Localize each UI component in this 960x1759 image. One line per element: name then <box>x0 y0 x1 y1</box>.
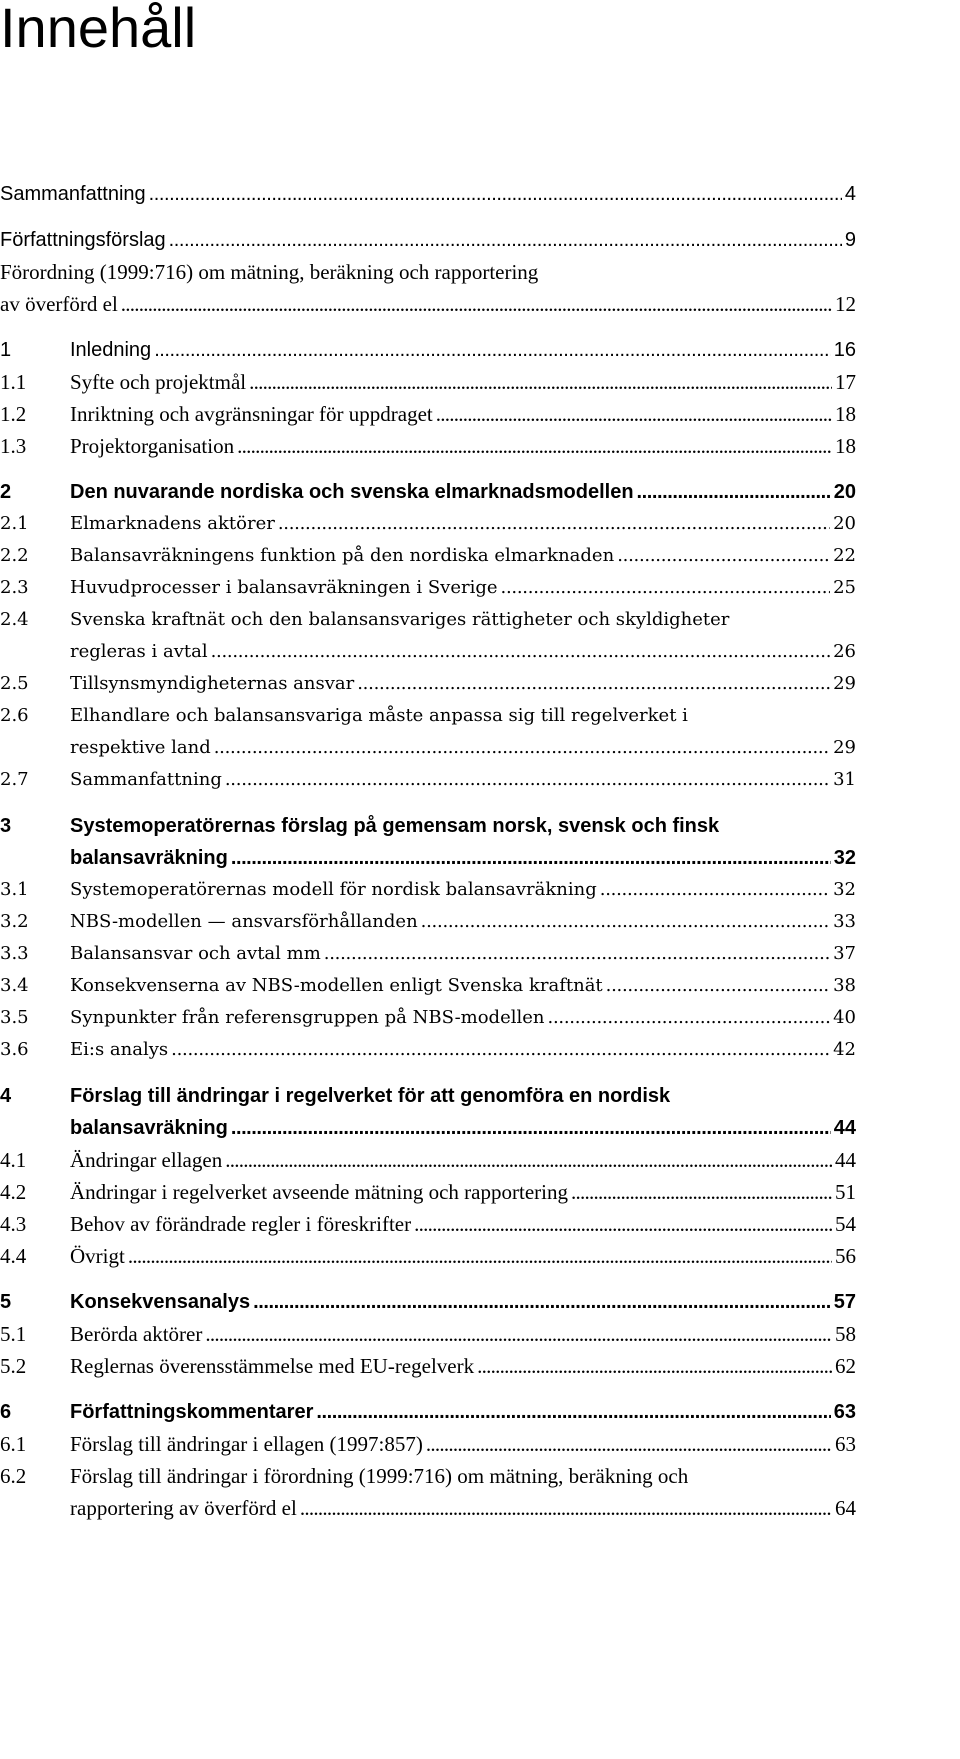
toc-entry[interactable] <box>0 970 856 1002</box>
toc-entry-title: regleras i avtal <box>70 641 208 662</box>
toc-entry-number: 4.1 <box>0 1148 27 1172</box>
toc-page-number: 51 <box>835 1180 856 1204</box>
toc-page-number: 38 <box>833 975 856 996</box>
toc-entry-number: 2.5 <box>0 673 29 694</box>
toc-page-number: 32 <box>833 879 856 900</box>
toc-page-number: 63 <box>835 1432 856 1456</box>
toc-entry-title: NBS-modellen — ansvarsförhållanden <box>70 911 418 932</box>
toc-entry-number: 3.1 <box>0 879 29 900</box>
toc-entry-title: Författningsförslag <box>0 229 166 251</box>
dot-leader <box>606 970 830 1002</box>
dot-leader <box>225 764 830 796</box>
toc-entry[interactable] <box>0 604 856 668</box>
dot-leader <box>477 1350 832 1382</box>
toc-entry-title: Berörda aktörer <box>70 1322 203 1346</box>
toc-entry[interactable] <box>0 178 856 210</box>
toc-entry-number: 4.3 <box>0 1212 27 1236</box>
toc-entry[interactable] <box>0 398 856 430</box>
toc-entry[interactable] <box>0 540 856 572</box>
toc-entry-title: Svenska kraftnät och den balansansvariges rättigheter och skyldigheter <box>70 609 730 630</box>
dot-leader <box>154 334 831 366</box>
toc-entry[interactable] <box>0 700 856 764</box>
toc-entry[interactable] <box>0 256 856 320</box>
toc-entry-title: Projektorganisation <box>70 434 235 458</box>
dot-leader <box>121 288 832 320</box>
toc-entry-number: 1 <box>0 339 12 361</box>
dot-leader <box>436 398 832 430</box>
toc-page-number: 18 <box>835 434 856 458</box>
toc-entry-title: Konsekvensanalys <box>70 1291 251 1313</box>
toc-entry-number: 5.1 <box>0 1322 27 1346</box>
toc-entry[interactable] <box>0 906 856 938</box>
section-gap <box>0 1382 856 1396</box>
toc-entry-number: 2.7 <box>0 769 29 790</box>
toc-entry[interactable] <box>0 764 856 796</box>
dot-leader <box>617 540 830 572</box>
toc-entry[interactable] <box>0 334 856 366</box>
toc-entry-title: Huvudprocesser i balansavräkningen i Sverige <box>70 577 498 598</box>
toc-entry-title: Ändringar i regelverket avseende mätning och rapportering <box>70 1180 568 1204</box>
toc-entry-title: Elhandlare och balansansvariga måste anpassa sig till regelverket i <box>70 705 688 726</box>
toc-entry[interactable] <box>0 1144 856 1176</box>
toc-entry-title: Förslag till ändringar i regelverket för att genomföra en nordisk <box>70 1085 671 1107</box>
toc-page-number: 64 <box>835 1496 856 1520</box>
toc-entry[interactable] <box>0 1396 856 1428</box>
toc-entry[interactable] <box>0 1176 856 1208</box>
toc-page-number: 29 <box>833 737 856 758</box>
toc-page-number: 37 <box>833 943 856 964</box>
dot-leader <box>231 1112 831 1144</box>
dot-leader <box>253 1286 831 1318</box>
toc-entry-title: Systemoperatörernas modell för nordisk balansavräkning <box>70 879 597 900</box>
toc-entry[interactable] <box>0 430 856 462</box>
toc-entry-number: 3 <box>0 815 12 837</box>
dot-leader <box>316 1396 830 1428</box>
toc-entry[interactable] <box>0 572 856 604</box>
toc-entry[interactable] <box>0 810 856 874</box>
toc-page-number: 44 <box>833 1117 856 1139</box>
toc-entry[interactable] <box>0 366 856 398</box>
toc-entry[interactable] <box>0 1080 856 1144</box>
dot-leader <box>149 178 842 210</box>
toc-entry[interactable] <box>0 1208 856 1240</box>
toc-page-number: 26 <box>833 641 856 662</box>
toc-page-number: 62 <box>835 1354 856 1378</box>
toc-entry-number: 2.2 <box>0 545 29 566</box>
toc-page-number: 42 <box>833 1039 856 1060</box>
toc-entry-number: 2.1 <box>0 513 29 534</box>
section-gap <box>0 320 856 334</box>
toc-entry-number: 5.2 <box>0 1354 27 1378</box>
toc-entry-title: Elmarknadens aktörer <box>70 513 275 534</box>
toc-entry[interactable] <box>0 1428 856 1460</box>
dot-leader <box>205 1318 832 1350</box>
toc-page-number: 20 <box>833 513 856 534</box>
toc-page-number: 9 <box>844 229 856 251</box>
toc-entry-title: Behov av förändrade regler i föreskrifter <box>70 1212 412 1236</box>
dot-leader <box>225 1144 832 1176</box>
dot-leader <box>426 1428 832 1460</box>
dot-leader <box>571 1176 832 1208</box>
toc-page-number: 33 <box>833 911 856 932</box>
toc-entry-title: rapportering av överförd el <box>70 1496 297 1520</box>
toc-entry[interactable] <box>0 1318 856 1350</box>
toc-entry-title: Balansavräkningens funktion på den nordiska elmarknaden <box>70 545 615 566</box>
dot-leader <box>171 1034 830 1066</box>
toc-page-number: 57 <box>833 1291 856 1313</box>
toc-entry[interactable] <box>0 476 856 508</box>
toc-entry-number: 3.2 <box>0 911 29 932</box>
dot-leader <box>324 938 830 970</box>
toc-page-number: 17 <box>835 370 856 394</box>
toc-entry-title: Ei:s analys <box>70 1039 169 1060</box>
toc-entry[interactable] <box>0 224 856 256</box>
toc-page-number: 32 <box>833 847 856 869</box>
section-gap <box>0 1272 856 1286</box>
dot-leader <box>237 430 832 462</box>
dot-leader <box>278 508 830 540</box>
section-gap <box>0 796 856 810</box>
toc-page-number: 18 <box>835 402 856 426</box>
toc-entry-number: 1.1 <box>0 370 27 394</box>
toc-entry-title: Reglernas överensstämmelse med EU-regelverk <box>70 1354 475 1378</box>
toc-entry-title: Inledning <box>70 339 152 361</box>
page-title: Innehåll <box>0 0 197 59</box>
toc-page-number: 63 <box>833 1401 856 1423</box>
toc-entry-number: 2 <box>0 481 12 503</box>
toc-entry-number: 5 <box>0 1291 12 1313</box>
dot-leader <box>300 1492 832 1524</box>
dot-leader <box>501 572 831 604</box>
toc-entry-number: 6.2 <box>0 1464 27 1488</box>
toc-entry-title: Sammanfattning <box>0 183 146 205</box>
section-gap <box>0 1066 856 1080</box>
toc-entry-title: Förslag till ändringar i ellagen (1997:857) <box>70 1432 423 1456</box>
dot-leader <box>249 366 832 398</box>
dot-leader <box>414 1208 832 1240</box>
toc-entry-title: Sammanfattning <box>70 769 222 790</box>
toc-entry-title: Syfte och projektmål <box>70 370 247 394</box>
toc-entry[interactable] <box>0 508 856 540</box>
toc-entry-number: 6 <box>0 1401 12 1423</box>
dot-leader <box>214 732 830 764</box>
toc-entry-title: Tillsynsmyndigheternas ansvar <box>70 673 355 694</box>
toc-entry-number: 4.4 <box>0 1244 27 1268</box>
toc-entry[interactable] <box>0 1002 856 1034</box>
toc-entry[interactable] <box>0 1460 856 1524</box>
toc-entry-number: 1.3 <box>0 434 27 458</box>
toc-entry[interactable] <box>0 1350 856 1382</box>
toc-entry-title: Övrigt <box>70 1244 125 1268</box>
toc-page-number: 31 <box>833 769 856 790</box>
toc-entry[interactable] <box>0 1240 856 1272</box>
dot-leader <box>421 906 830 938</box>
toc-entry-number: 3.3 <box>0 943 29 964</box>
toc-entry-title: Den nuvarande nordiska och svenska elmarknadsmodellen <box>70 481 634 503</box>
toc-entry-number: 3.5 <box>0 1007 29 1028</box>
toc-entry-title: Författningskommentarer <box>70 1401 314 1423</box>
toc-entry-title: balansavräkning <box>70 847 228 869</box>
toc-entry[interactable] <box>0 938 856 970</box>
toc-page-number: 54 <box>835 1212 856 1236</box>
dot-leader <box>637 476 831 508</box>
toc-entry-number: 1.2 <box>0 402 27 426</box>
toc-entry-number: 2.6 <box>0 705 29 726</box>
toc-entry-title: Förordning (1999:716) om mätning, beräkning och rapportering <box>0 260 539 284</box>
toc-entry-title: Synpunkter från referensgruppen på NBS-modellen <box>70 1007 545 1028</box>
dot-leader <box>600 874 830 906</box>
toc-page-number: 25 <box>833 577 856 598</box>
toc-entry-title: balansavräkning <box>70 1117 228 1139</box>
toc-entry-title: Förslag till ändringar i förordning (1999:716) om mätning, beräkning och <box>70 1464 689 1488</box>
toc-page-number: 4 <box>844 183 856 205</box>
toc-page-number: 40 <box>833 1007 856 1028</box>
toc-page-number: 29 <box>833 673 856 694</box>
table-of-contents <box>0 178 856 1524</box>
toc-page-number: 44 <box>835 1148 856 1172</box>
toc-entry[interactable] <box>0 1286 856 1318</box>
dot-leader <box>169 224 842 256</box>
toc-entry-title: Systemoperatörernas förslag på gemensam norsk, svensk och finsk <box>70 815 720 837</box>
dot-leader <box>231 842 831 874</box>
toc-entry-title: av överförd el <box>0 292 118 316</box>
toc-page-number: 58 <box>835 1322 856 1346</box>
dot-leader <box>357 668 830 700</box>
toc-entry-number: 2.3 <box>0 577 29 598</box>
toc-entry-title: respektive land <box>70 737 211 758</box>
toc-entry-number: 6.1 <box>0 1432 27 1456</box>
dot-leader <box>548 1002 831 1034</box>
toc-entry-number: 2.4 <box>0 609 29 630</box>
toc-entry-title: Konsekvenserna av NBS-modellen enligt Svenska kraftnät <box>70 975 603 996</box>
toc-entry-number: 3.4 <box>0 975 29 996</box>
toc-entry-title: Balansansvar och avtal mm <box>70 943 321 964</box>
toc-entry-title: Ändringar ellagen <box>70 1148 223 1172</box>
toc-page-number: 56 <box>835 1244 856 1268</box>
toc-page-number: 22 <box>833 545 856 566</box>
toc-entry[interactable] <box>0 874 856 906</box>
toc-page-number: 20 <box>833 481 856 503</box>
toc-entry-title: Inriktning och avgränsningar för uppdraget <box>70 402 433 426</box>
dot-leader <box>128 1240 832 1272</box>
toc-entry[interactable] <box>0 1034 856 1066</box>
section-gap <box>0 210 856 224</box>
toc-entry[interactable] <box>0 668 856 700</box>
toc-entry-number: 4.2 <box>0 1180 27 1204</box>
dot-leader <box>211 636 831 668</box>
toc-entry-number: 3.6 <box>0 1039 29 1060</box>
toc-page-number: 16 <box>833 339 856 361</box>
toc-page-number: 12 <box>835 292 856 316</box>
section-gap <box>0 462 856 476</box>
toc-entry-number: 4 <box>0 1085 12 1107</box>
